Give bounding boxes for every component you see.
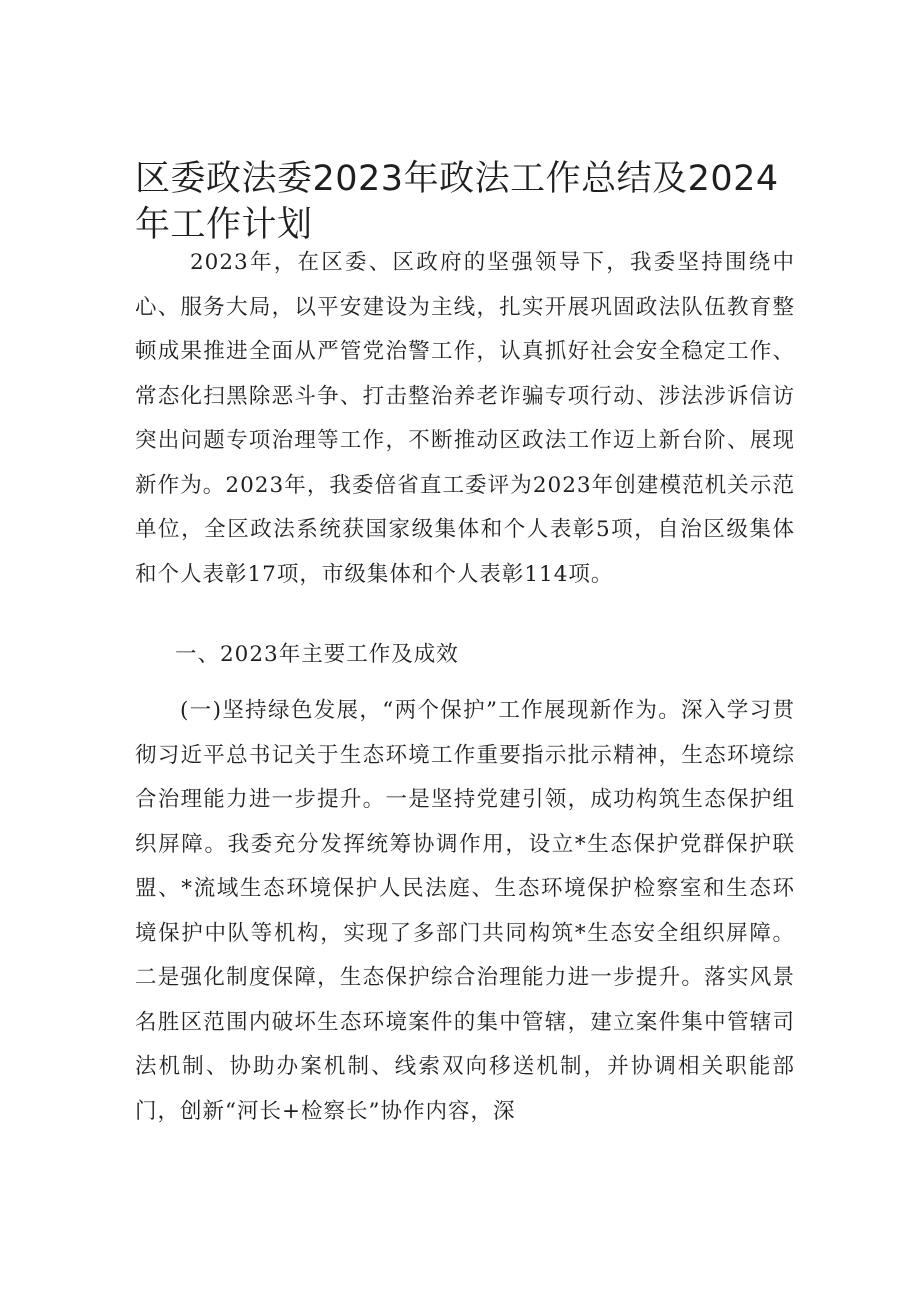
document-title: 区委政法委2023年政法工作总结及2024年工作计划 <box>135 159 779 246</box>
section-heading: 一、2023年主要工作及成效 <box>175 642 459 667</box>
section-paragraph: (一)坚持绿色发展，“两个保护”工作展现新作为。深入学习贯彻习近平总书记关于生态环境工作重要指示批示精神，生态环境综合治理能力进一步提升。一是坚持党建引领，成功构筑生态保护组织屏障。我委充分发挥统筹协调作用，设立*生态保护党群保护联盟、*流域生态环境保护人民法庭、生态环境保护检察室和生态环境保护中队等机构，实现了多部门共同构筑*生态安全组织屏障。二是强化制度保障，生态保护综合治理能力进一步提升。落实风景名胜区范围内破坏生态环境案件的集中管辖，建立案件集中管辖司法机制、协助办案机制、线索双向移送机制，并协调相关职能部门，创新“河长+检察长”协作内容，深 <box>135 698 795 1124</box>
intro-paragraph: 2023年，在区委、区政府的坚强领导下，我委坚持围绕中心、服务大局，以平安建设为主线，扎实开展巩固政法队伍教育整顿成果推进全面从严管党治警工作，认真抓好社会安全稳定工作、常态化扫黑除恶斗争、打击整治养老诈骗专项行动、涉法涉诉信访突出问题专项治理等工作，不断推动区政法工作迈上新台阶、展现新作为。2023年，我委倍省直工委评为2023年创建模范机关示范单位，全区政法系统获国家级集体和个人表彰5项，自治区级集体和个人表彰17项，市级集体和个人表彰114项。 <box>135 250 795 587</box>
